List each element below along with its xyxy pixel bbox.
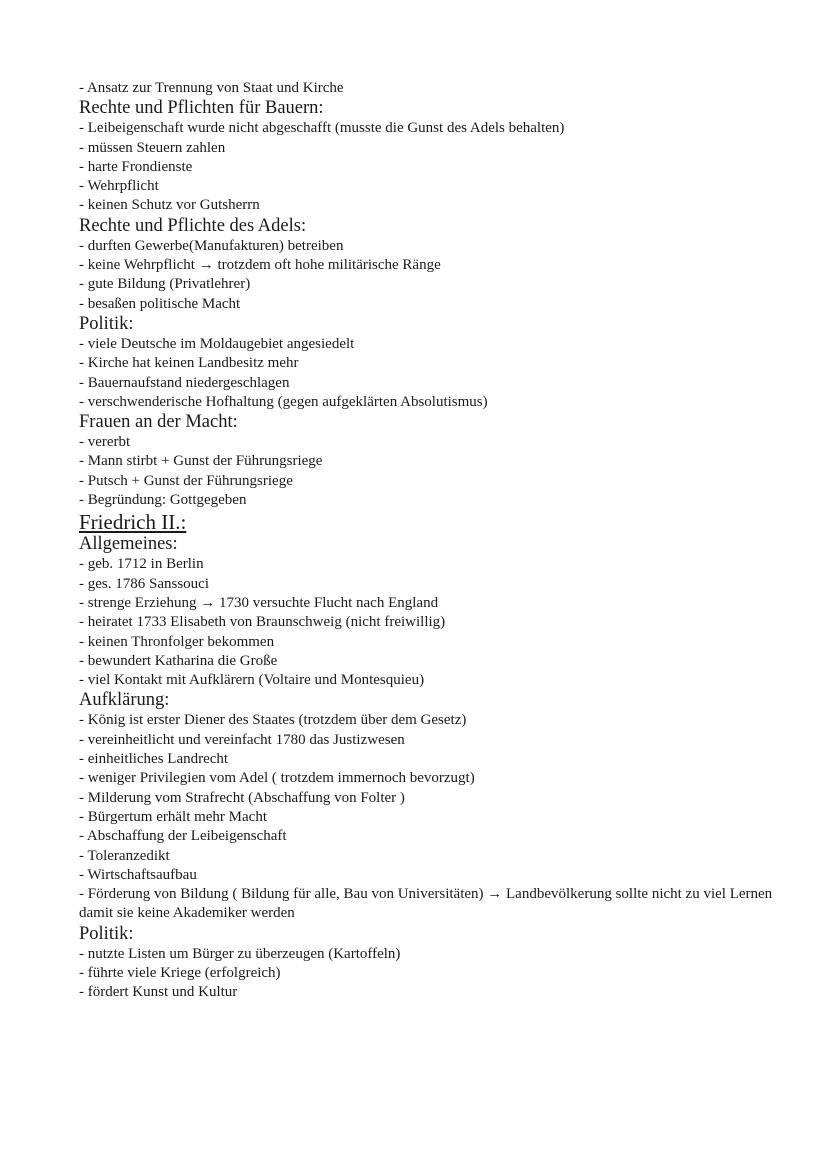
list-item: - Toleranzedikt bbox=[79, 847, 170, 864]
section-heading: Politik: bbox=[79, 923, 134, 944]
list-item: - weniger Privilegien vom Adel ( trotzdem immernoch bevorzugt) bbox=[79, 770, 475, 787]
list-item: - strenge Erziehung → 1730 versuchte Flucht nach England bbox=[79, 594, 439, 611]
list-item: - Ansatz zur Trennung von Staat und Kirche bbox=[79, 80, 344, 96]
section-heading: Allgemeines: bbox=[79, 534, 178, 555]
section-heading: Rechte und Pflichten für Bauern: bbox=[79, 98, 324, 119]
list-item: - Putsch + Gunst der Führungsriege bbox=[79, 472, 293, 489]
page-title: Friedrich II.: bbox=[79, 510, 187, 535]
section-heading: Politik: bbox=[79, 313, 134, 334]
list-item: - vererbt bbox=[79, 434, 131, 451]
list-item: - durften Gewerbe(Manufakturen) betreiben bbox=[79, 237, 344, 254]
list-item: - Leibeigenschaft wurde nicht abgeschafft (musste die Gunst des Adels behalten) bbox=[79, 120, 565, 137]
list-item: - viel Kontakt mit Aufklärern (Voltaire und Montesquieu) bbox=[79, 672, 425, 689]
list-item: - fördert Kunst und Kultur bbox=[79, 984, 238, 1001]
list-item: - müssen Steuern zahlen bbox=[79, 139, 226, 156]
section-heading: Rechte und Pflichte des Adels: bbox=[79, 215, 307, 236]
list-item: - Abschaffung der Leibeigenschaft bbox=[79, 828, 287, 845]
section-heading: Aufklärung: bbox=[79, 690, 170, 711]
list-item: - keinen Schutz vor Gutsherrn bbox=[79, 197, 260, 214]
list-item: - besaßen politische Macht bbox=[79, 295, 241, 312]
list-item: - Begründung: Gottgegeben bbox=[79, 492, 247, 509]
list-item: - einheitliches Landrecht bbox=[79, 751, 229, 768]
list-item: - Förderung von Bildung ( Bildung für alle, Bau von Universitäten) → Landbevölkerung sollte nicht zu viel Lernen damit sie keine Akademiker werden bbox=[79, 886, 773, 922]
list-item: - Bürgertum erhält mehr Macht bbox=[79, 808, 267, 825]
list-item: - Mann stirbt + Gunst der Führungsriege bbox=[79, 453, 323, 470]
list-item: - Milderung vom Strafrecht (Abschaffung von Folter ) bbox=[79, 789, 405, 806]
list-item: - vereinheitlicht und vereinfacht 1780 das Justizwesen bbox=[79, 731, 405, 748]
document-page bbox=[79, 79, 779, 1003]
list-item: - gute Bildung (Privatlehrer) bbox=[79, 276, 251, 293]
list-item: - keine Wehrpflicht → trotzdem oft hohe militärische Ränge bbox=[79, 257, 441, 274]
list-item: - Bauernaufstand niedergeschlagen bbox=[79, 374, 290, 391]
list-item: - Kirche hat keinen Landbesitz mehr bbox=[79, 355, 299, 372]
list-item: - ges. 1786 Sanssouci bbox=[79, 575, 209, 592]
list-item: - geb. 1712 in Berlin bbox=[79, 556, 204, 573]
list-item: - Wirtschaftsaufbau bbox=[79, 866, 197, 883]
list-item: - verschwenderische Hofhaltung (gegen aufgeklärten Absolutismus) bbox=[79, 393, 488, 410]
list-item: - viele Deutsche im Moldaugebiet angesiedelt bbox=[79, 335, 355, 352]
list-item: - heiratet 1733 Elisabeth von Braunschweig (nicht freiwillig) bbox=[79, 614, 446, 631]
list-item: - keinen Thronfolger bekommen bbox=[79, 633, 275, 650]
list-item: - nutzte Listen um Bürger zu überzeugen (Kartoffeln) bbox=[79, 945, 401, 962]
list-item: - bewundert Katharina die Große bbox=[79, 652, 278, 669]
list-item: - Wehrpflicht bbox=[79, 178, 159, 195]
list-item: - König ist erster Diener des Staates (trotzdem über dem Gesetz) bbox=[79, 712, 467, 729]
list-item: - harte Frondienste bbox=[79, 158, 193, 175]
section-heading: Frauen an der Macht: bbox=[79, 412, 238, 433]
list-item: - führte viele Kriege (erfolgreich) bbox=[79, 964, 281, 981]
